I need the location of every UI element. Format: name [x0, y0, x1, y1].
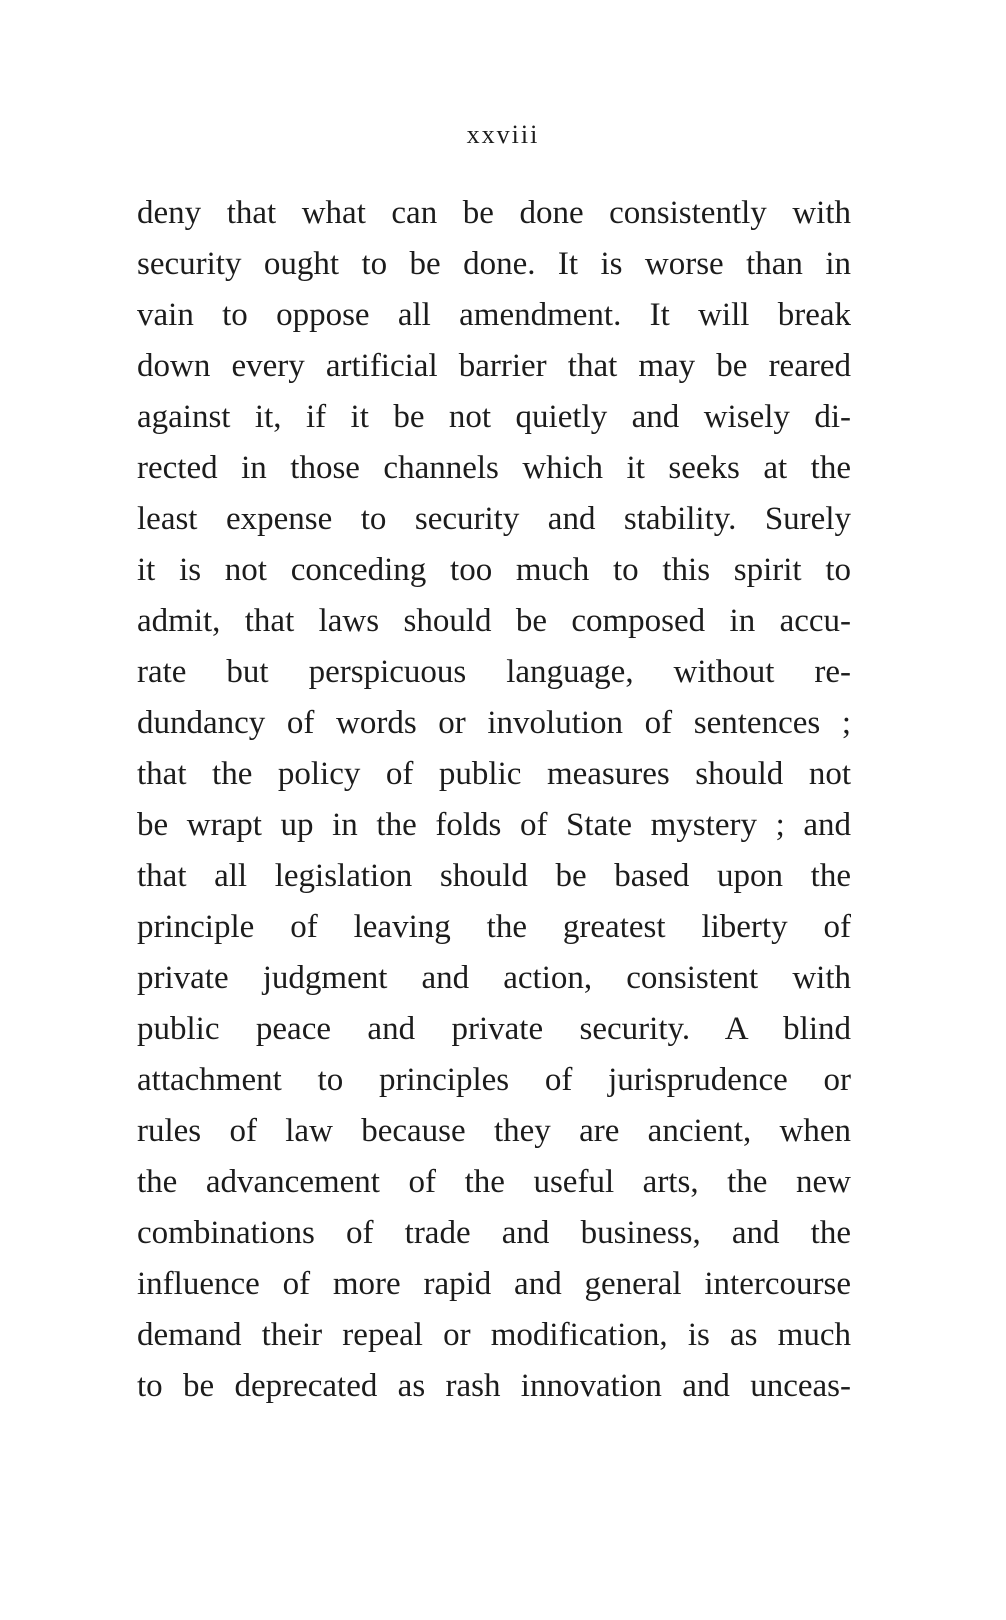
text-line: demand their repeal or modification, is as much	[137, 1317, 851, 1353]
page-number: xxviii	[466, 120, 540, 149]
text-line: attachment to principles of jurisprudence or	[137, 1062, 851, 1098]
text-line: vain to oppose all amendment. It will break	[137, 297, 851, 333]
text-line: deny that what can be done consistently with	[137, 195, 851, 231]
text-line: rules of law because they are ancient, when	[137, 1113, 851, 1149]
text-line: private judgment and action, consistent with	[137, 960, 851, 996]
text-line: down every artificial barrier that may be reared	[137, 348, 851, 384]
text-line: rected in those channels which it seeks at the	[137, 450, 851, 486]
text-line: against it, if it be not quietly and wisely di-	[137, 399, 851, 435]
text-line: that all legislation should be based upon the	[137, 858, 851, 894]
text-line: least expense to security and stability. Surely	[137, 501, 851, 537]
text-line: public peace and private security. A blind	[137, 1011, 851, 1047]
text-line: be wrapt up in the folds of State mystery ; and	[137, 807, 851, 843]
text-line: principle of leaving the greatest liberty of	[137, 909, 851, 945]
text-line: influence of more rapid and general intercourse	[137, 1266, 851, 1302]
text-line: dundancy of words or involution of sentences ;	[137, 705, 851, 741]
text-line: rate but perspicuous language, without re-	[137, 654, 851, 690]
text-line: the advancement of the useful arts, the new	[137, 1164, 851, 1200]
text-line: admit, that laws should be composed in accu-	[137, 603, 851, 639]
body-text	[137, 188, 851, 1412]
text-line: combinations of trade and business, and the	[137, 1215, 851, 1251]
text-line: security ought to be done. It is worse than in	[137, 246, 851, 282]
text-line: it is not conceding too much to this spirit to	[137, 552, 851, 588]
text-line: that the policy of public measures should not	[137, 756, 851, 792]
text-line: to be deprecated as rash innovation and unceas-	[137, 1368, 851, 1404]
